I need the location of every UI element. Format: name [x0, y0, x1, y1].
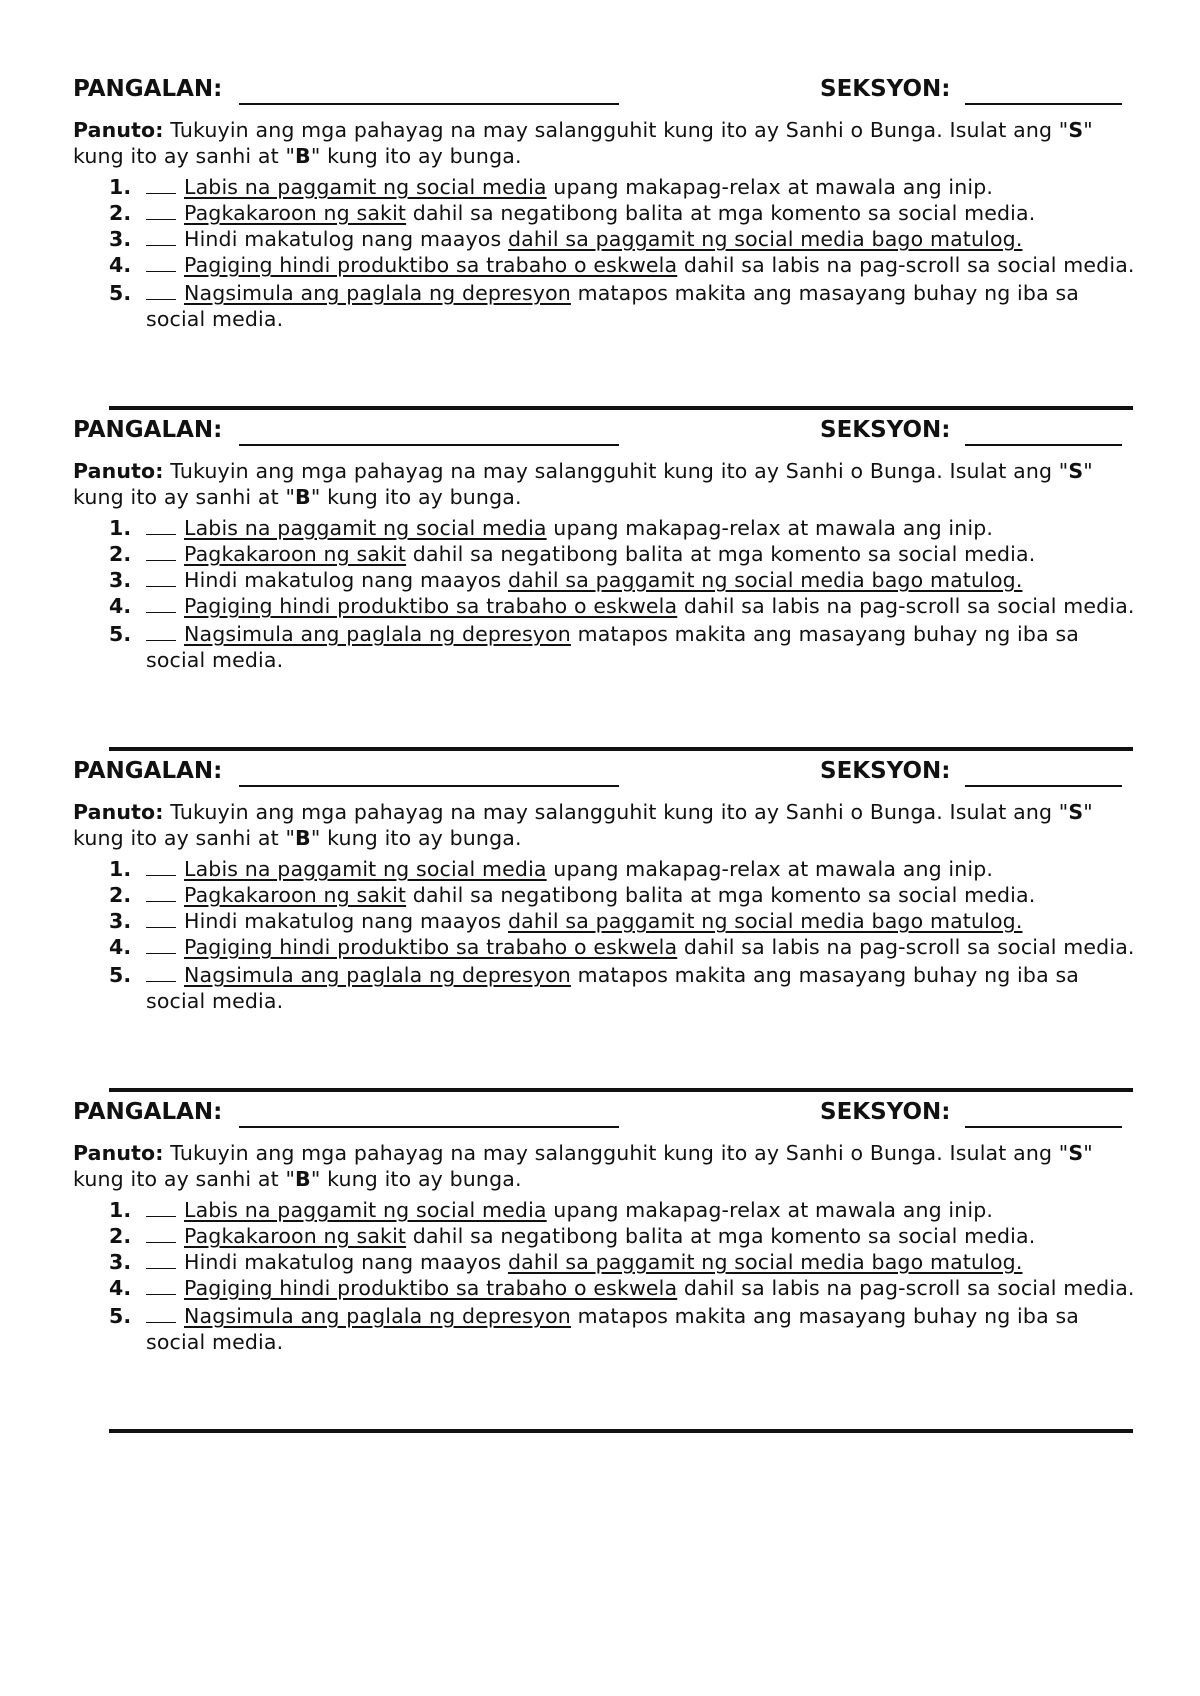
- list-item: [73, 200, 1143, 226]
- item-text: matapos makita ang masayang buhay ng iba sa social media.: [146, 1304, 1099, 1354]
- item-number: 5.: [109, 281, 132, 305]
- item-text: dahil sa labis na pag-scroll sa social media.: [677, 253, 1135, 277]
- underlined-phrase: Pagiging hindi produktibo sa trabaho o eskwela: [184, 594, 678, 618]
- answer-blank: [146, 908, 176, 928]
- worksheet-section: [0, 750, 1200, 1090]
- section-label: SEKSYON:: [820, 1099, 951, 1125]
- instruction-part: " kung ito ay sanhi at ": [73, 1141, 1093, 1191]
- item-number: 1.: [109, 857, 132, 881]
- list-item: [73, 252, 1143, 278]
- item-number: 5.: [109, 963, 132, 987]
- answer-blank: [146, 593, 176, 613]
- underlined-phrase: Pagkakaroon ng sakit: [184, 201, 407, 225]
- item-text: matapos makita ang masayang buhay ng iba sa social media.: [146, 281, 1079, 331]
- underlined-phrase: Nagsimula ang paglala ng depresyon: [184, 622, 571, 646]
- instruction-text: [73, 1140, 1143, 1192]
- instruction-s: S: [1068, 459, 1084, 483]
- item-text: dahil sa negatibong balita at mga komento sa social media.: [406, 201, 1036, 225]
- list-item: [73, 174, 1143, 200]
- name-label: PANGALAN:: [73, 76, 223, 102]
- list-item: [73, 1275, 1143, 1301]
- section-label: SEKSYON:: [820, 76, 951, 102]
- instruction-part: " kung ito ay bunga.: [310, 485, 522, 509]
- list-item: [73, 962, 1143, 1014]
- section-line: [965, 1126, 1122, 1128]
- instruction-part: Tukuyin ang mga pahayag na may salangguhit kung ito ay Sanhi o Bunga. Isulat ang ": [163, 118, 1069, 142]
- answer-blank: [146, 1223, 176, 1243]
- list-item: [73, 1249, 1143, 1275]
- underlined-phrase: Pagkakaroon ng sakit: [184, 883, 407, 907]
- underlined-phrase: Pagkakaroon ng sakit: [184, 542, 407, 566]
- item-text: dahil sa negatibong balita at mga komento sa social media.: [406, 542, 1036, 566]
- list-item: [73, 1223, 1143, 1249]
- instruction-part: " kung ito ay bunga.: [310, 826, 522, 850]
- section-divider: [109, 1429, 1133, 1433]
- item-list: [73, 1197, 1143, 1355]
- list-item: [73, 1197, 1143, 1223]
- underlined-phrase: Labis na paggamit ng social media: [184, 516, 547, 540]
- section-line: [965, 785, 1122, 787]
- item-number: 4.: [109, 594, 132, 618]
- answer-blank: [146, 252, 176, 272]
- item-text: dahil sa labis na pag-scroll sa social media.: [677, 594, 1135, 618]
- instruction-part: " kung ito ay sanhi at ": [73, 118, 1093, 168]
- list-item: [73, 541, 1143, 567]
- item-number: 2.: [109, 201, 132, 225]
- underlined-phrase: Nagsimula ang paglala ng depresyon: [184, 281, 571, 305]
- item-text: upang makapag-relax at mawala ang inip.: [546, 175, 994, 199]
- list-item: [73, 226, 1143, 252]
- name-label: PANGALAN:: [73, 417, 223, 443]
- underlined-phrase: dahil sa paggamit ng social media bago matulog.: [507, 1250, 1023, 1274]
- list-item: [73, 593, 1143, 619]
- instruction-part: Tukuyin ang mga pahayag na may salangguhit kung ito ay Sanhi o Bunga. Isulat ang ": [163, 1141, 1069, 1165]
- item-text: matapos makita ang masayang buhay ng iba sa social media.: [146, 963, 1079, 1013]
- list-item: [73, 515, 1143, 541]
- item-text: dahil sa labis na pag-scroll sa social media.: [677, 935, 1135, 959]
- underlined-phrase: dahil sa paggamit ng social media bago matulog.: [507, 227, 1023, 251]
- answer-blank: [146, 174, 176, 194]
- list-item: [73, 1303, 1143, 1355]
- name-line: [239, 103, 619, 105]
- list-item: [73, 280, 1143, 332]
- name-label: PANGALAN:: [73, 1099, 223, 1125]
- item-number: 4.: [109, 935, 132, 959]
- underlined-phrase: Pagiging hindi produktibo sa trabaho o eskwela: [184, 1276, 678, 1300]
- instruction-s: S: [1068, 118, 1084, 142]
- item-number: 1.: [109, 175, 132, 199]
- instruction-b: B: [295, 485, 311, 509]
- instruction-part: " kung ito ay sanhi at ": [73, 800, 1093, 850]
- item-text: dahil sa negatibong balita at mga komento sa social media.: [406, 1224, 1036, 1248]
- instruction-part: " kung ito ay sanhi at ": [73, 459, 1093, 509]
- section-label: SEKSYON:: [820, 417, 951, 443]
- underlined-phrase: Nagsimula ang paglala ng depresyon: [184, 1304, 571, 1328]
- underlined-phrase: dahil sa paggamit ng social media bago matulog.: [507, 909, 1023, 933]
- item-list: [73, 856, 1143, 1014]
- item-text: Hindi makatulog nang maayos: [184, 568, 508, 592]
- name-line: [239, 444, 619, 446]
- answer-blank: [146, 200, 176, 220]
- underlined-phrase: Pagiging hindi produktibo sa trabaho o eskwela: [184, 253, 678, 277]
- name-label: PANGALAN:: [73, 758, 223, 784]
- item-number: 1.: [109, 516, 132, 540]
- list-item: [73, 908, 1143, 934]
- item-number: 1.: [109, 1198, 132, 1222]
- instruction-b: B: [295, 1167, 311, 1191]
- instruction-text: [73, 117, 1143, 169]
- underlined-phrase: Labis na paggamit ng social media: [184, 857, 547, 881]
- item-list: [73, 174, 1143, 332]
- answer-blank: [146, 934, 176, 954]
- instruction-label: Panuto:: [73, 459, 164, 483]
- instruction-b: B: [295, 826, 311, 850]
- worksheet-section: [0, 409, 1200, 749]
- item-text: Hindi makatulog nang maayos: [184, 1250, 508, 1274]
- item-number: 3.: [109, 909, 132, 933]
- name-line: [239, 1126, 619, 1128]
- answer-blank: [146, 1303, 176, 1323]
- section-line: [965, 103, 1122, 105]
- answer-blank: [146, 856, 176, 876]
- instruction-text: [73, 458, 1143, 510]
- answer-blank: [146, 1197, 176, 1217]
- header-row: [73, 1091, 1128, 1131]
- answer-blank: [146, 541, 176, 561]
- item-number: 4.: [109, 253, 132, 277]
- list-item: [73, 856, 1143, 882]
- instruction-b: B: [295, 144, 311, 168]
- answer-blank: [146, 515, 176, 535]
- instruction-part: " kung ito ay bunga.: [310, 144, 522, 168]
- item-text: upang makapag-relax at mawala ang inip.: [546, 516, 994, 540]
- worksheet-section: [0, 68, 1200, 408]
- answer-blank: [146, 280, 176, 300]
- answer-blank: [146, 882, 176, 902]
- underlined-phrase: Pagiging hindi produktibo sa trabaho o eskwela: [184, 935, 678, 959]
- instruction-part: Tukuyin ang mga pahayag na may salangguhit kung ito ay Sanhi o Bunga. Isulat ang ": [163, 459, 1069, 483]
- instruction-part: " kung ito ay bunga.: [310, 1167, 522, 1191]
- item-number: 5.: [109, 622, 132, 646]
- item-number: 3.: [109, 227, 132, 251]
- item-number: 2.: [109, 542, 132, 566]
- item-number: 2.: [109, 1224, 132, 1248]
- list-item: [73, 621, 1143, 673]
- item-text: Hindi makatulog nang maayos: [184, 909, 508, 933]
- answer-blank: [146, 1275, 176, 1295]
- underlined-phrase: dahil sa paggamit ng social media bago matulog.: [507, 568, 1023, 592]
- section-label: SEKSYON:: [820, 758, 951, 784]
- item-number: 5.: [109, 1304, 132, 1328]
- item-number: 4.: [109, 1276, 132, 1300]
- instruction-label: Panuto:: [73, 1141, 164, 1165]
- item-text: dahil sa negatibong balita at mga komento sa social media.: [406, 883, 1036, 907]
- underlined-phrase: Nagsimula ang paglala ng depresyon: [184, 963, 571, 987]
- worksheet-section: [0, 1091, 1200, 1431]
- answer-blank: [146, 1249, 176, 1269]
- instruction-text: [73, 799, 1143, 851]
- header-row: [73, 409, 1128, 449]
- instruction-label: Panuto:: [73, 800, 164, 824]
- instruction-part: Tukuyin ang mga pahayag na may salangguhit kung ito ay Sanhi o Bunga. Isulat ang ": [163, 800, 1069, 824]
- list-item: [73, 882, 1143, 908]
- item-number: 3.: [109, 1250, 132, 1274]
- name-line: [239, 785, 619, 787]
- item-text: upang makapag-relax at mawala ang inip.: [546, 857, 994, 881]
- answer-blank: [146, 621, 176, 641]
- underlined-phrase: Pagkakaroon ng sakit: [184, 1224, 407, 1248]
- item-text: dahil sa labis na pag-scroll sa social media.: [677, 1276, 1135, 1300]
- item-text: upang makapag-relax at mawala ang inip.: [546, 1198, 994, 1222]
- instruction-s: S: [1068, 1141, 1084, 1165]
- item-number: 3.: [109, 568, 132, 592]
- item-list: [73, 515, 1143, 673]
- header-row: [73, 750, 1128, 790]
- instruction-label: Panuto:: [73, 118, 164, 142]
- underlined-phrase: Labis na paggamit ng social media: [184, 175, 547, 199]
- item-number: 2.: [109, 883, 132, 907]
- instruction-s: S: [1068, 800, 1084, 824]
- list-item: [73, 934, 1143, 960]
- header-row: [73, 68, 1128, 108]
- item-text: matapos makita ang masayang buhay ng iba sa social media.: [146, 622, 1079, 672]
- section-line: [965, 444, 1122, 446]
- item-text: Hindi makatulog nang maayos: [184, 227, 508, 251]
- answer-blank: [146, 567, 176, 587]
- list-item: [73, 567, 1143, 593]
- underlined-phrase: Labis na paggamit ng social media: [184, 1198, 547, 1222]
- answer-blank: [146, 226, 176, 246]
- answer-blank: [146, 962, 176, 982]
